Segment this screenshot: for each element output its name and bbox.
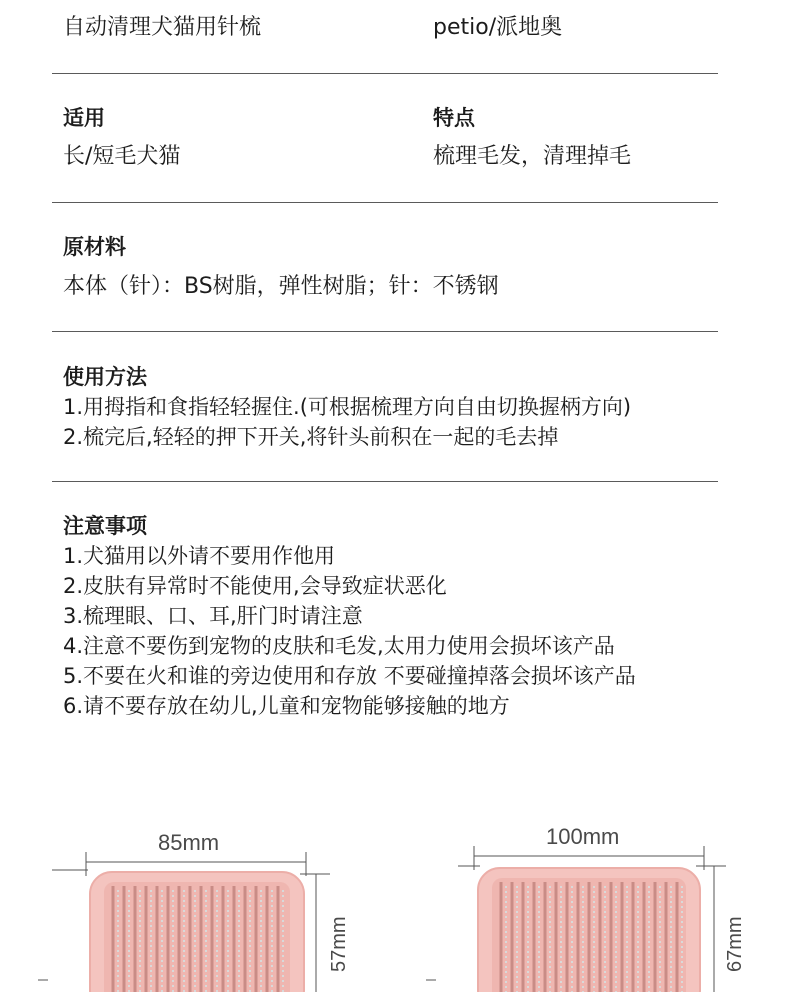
notes-list — [63, 541, 636, 721]
notes-title: 注意事项 — [63, 514, 147, 538]
divider — [52, 331, 718, 332]
usage-line: 2.梳完后,轻轻的押下开关,将针头前积在一起的毛去掉 — [63, 425, 559, 449]
notes-line: 2.皮肤有异常时不能使用,会导致症状恶化 — [63, 574, 447, 598]
divider — [52, 73, 718, 74]
usage-list — [63, 392, 631, 452]
large-brush-width-label: 100mm — [546, 824, 620, 849]
material-value: 本体（针）：BS树脂，弹性树脂；针：不锈钢 — [63, 274, 499, 299]
product-brand: petio/派地奥 — [433, 15, 563, 40]
feature-value: 梳理毛发，清理掉毛 — [433, 144, 632, 169]
large-brush-image — [478, 868, 700, 992]
divider — [52, 481, 718, 482]
large-brush-height-label: 67mm — [724, 916, 746, 972]
notes-line: 1.犬猫用以外请不要用作他用 — [63, 544, 336, 568]
brush-drawings — [0, 820, 790, 992]
applicable-value: 长/短毛犬猫 — [63, 144, 181, 169]
divider — [52, 202, 718, 203]
product-name: 自动清理犬猫用针梳 — [63, 15, 262, 40]
notes-line: 3.梳理眼、口、耳,肝门时请注意 — [63, 604, 363, 628]
usage-line: 1.用拇指和食指轻轻握住.(可根据梳理方向自由切换握柄方向) — [63, 395, 632, 419]
material-label: 原材料 — [63, 235, 126, 259]
notes-line: 6.请不要存放在幼儿,儿童和宠物能够接触的地方 — [63, 694, 510, 718]
notes-line: 4.注意不要伤到宠物的皮肤和毛发,太用力使用会损坏该产品 — [63, 634, 615, 658]
applicable-label: 适用 — [63, 106, 105, 130]
notes-line: 5.不要在火和谁的旁边使用和存放 不要碰撞掉落会损坏该产品 — [63, 664, 636, 688]
size-illustrations — [0, 820, 790, 992]
usage-title: 使用方法 — [63, 365, 147, 389]
small-brush-image — [90, 872, 304, 992]
small-brush-height-label: 57mm — [328, 916, 350, 972]
small-brush-width-label: 85mm — [158, 830, 220, 855]
feature-label: 特点 — [433, 106, 475, 130]
